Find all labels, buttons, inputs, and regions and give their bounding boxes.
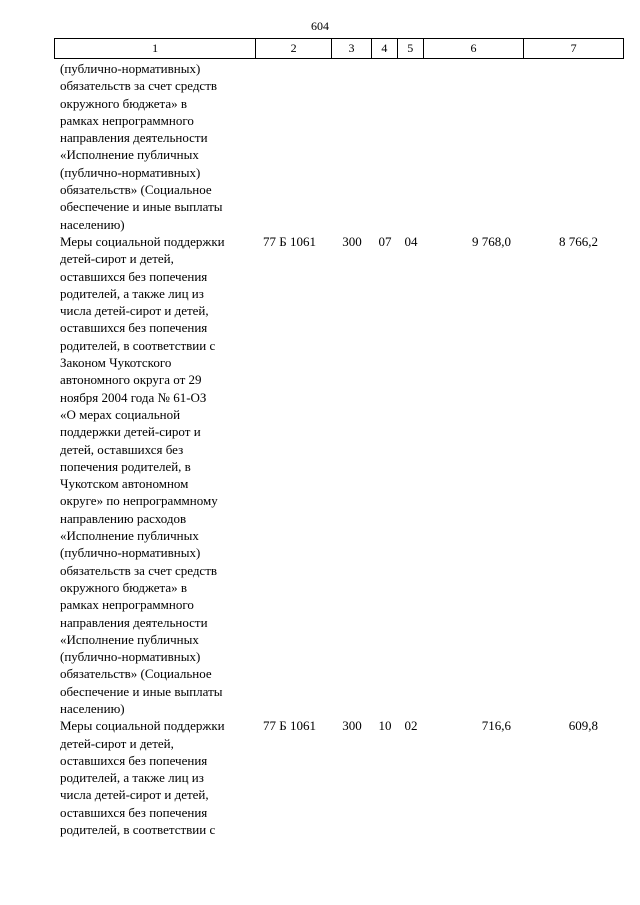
page-number: 604 (311, 19, 329, 33)
row-description: (публично-нормативных) обязательств за счет средств окружного бюджета» в рамках непрограммного направления деятельности «Исполнение публичных (публично-нормативных) обязательств» (Социальное обеспечение и иные выплаты населению) (60, 61, 223, 232)
row-vr: 300 (342, 718, 362, 734)
row-code: 77 Б 1061 (263, 233, 316, 249)
row-pr: 02 (404, 718, 418, 734)
table-row (54, 60, 624, 233)
table-row (54, 717, 624, 838)
row-vr (332, 60, 372, 233)
row-description: Меры социальной поддержки детей-сирот и детей, оставшихся без попечения родителей, а также лиц из числа детей-сирот и детей, оставшихся без попечения родителей, в соответствии с Законом Чукотского автономного округа от 29 ноября 2004 года № 61-ОЗ «О мерах социальной поддержки детей-сирот и детей, оставшихся без попечения родителей, в Чукотском автономном округе» по непрограммному направлению расходов «Исполнение публичных (публично-нормативных) обязательств за счет средств окружного бюджета» в рамках непрограммного направления деятельности «Исполнение публичных (публично-нормативных) обязательств» (Социальное обеспечение и иные выплаты населению) (60, 233, 225, 716)
row-amount-2: 8 766,2 (559, 233, 598, 249)
row-amount-1: 716,6 (481, 718, 511, 734)
column-header-4: 4 (372, 39, 398, 58)
column-header-5: 5 (398, 39, 424, 58)
row-amount-1: 9 768,0 (472, 233, 511, 249)
column-header-2: 2 (256, 39, 332, 58)
table-header (54, 38, 624, 59)
row-code: 77 Б 1061 (263, 718, 316, 734)
row-rz: 07 (378, 233, 392, 249)
column-header-7: 7 (570, 41, 577, 55)
row-pr: 04 (404, 233, 418, 249)
table-row (54, 233, 624, 717)
row-amount-2 (525, 60, 624, 233)
column-header-1: 1 (55, 39, 256, 58)
row-rz (372, 60, 398, 233)
row-description: Меры социальной поддержки детей-сирот и детей, оставшихся без попечения родителей, а также лиц из числа детей-сирот и детей, оставшихся без попечения родителей, в соответствии с (60, 718, 225, 838)
row-code (256, 60, 332, 233)
row-pr (398, 60, 424, 233)
row-rz: 10 (378, 718, 392, 734)
table-body (54, 60, 624, 838)
column-header-3: 3 (332, 39, 372, 58)
column-header-6: 6 (424, 39, 525, 58)
row-amount-1 (424, 60, 525, 233)
row-vr: 300 (342, 233, 362, 249)
row-amount-2: 609,8 (568, 718, 598, 734)
